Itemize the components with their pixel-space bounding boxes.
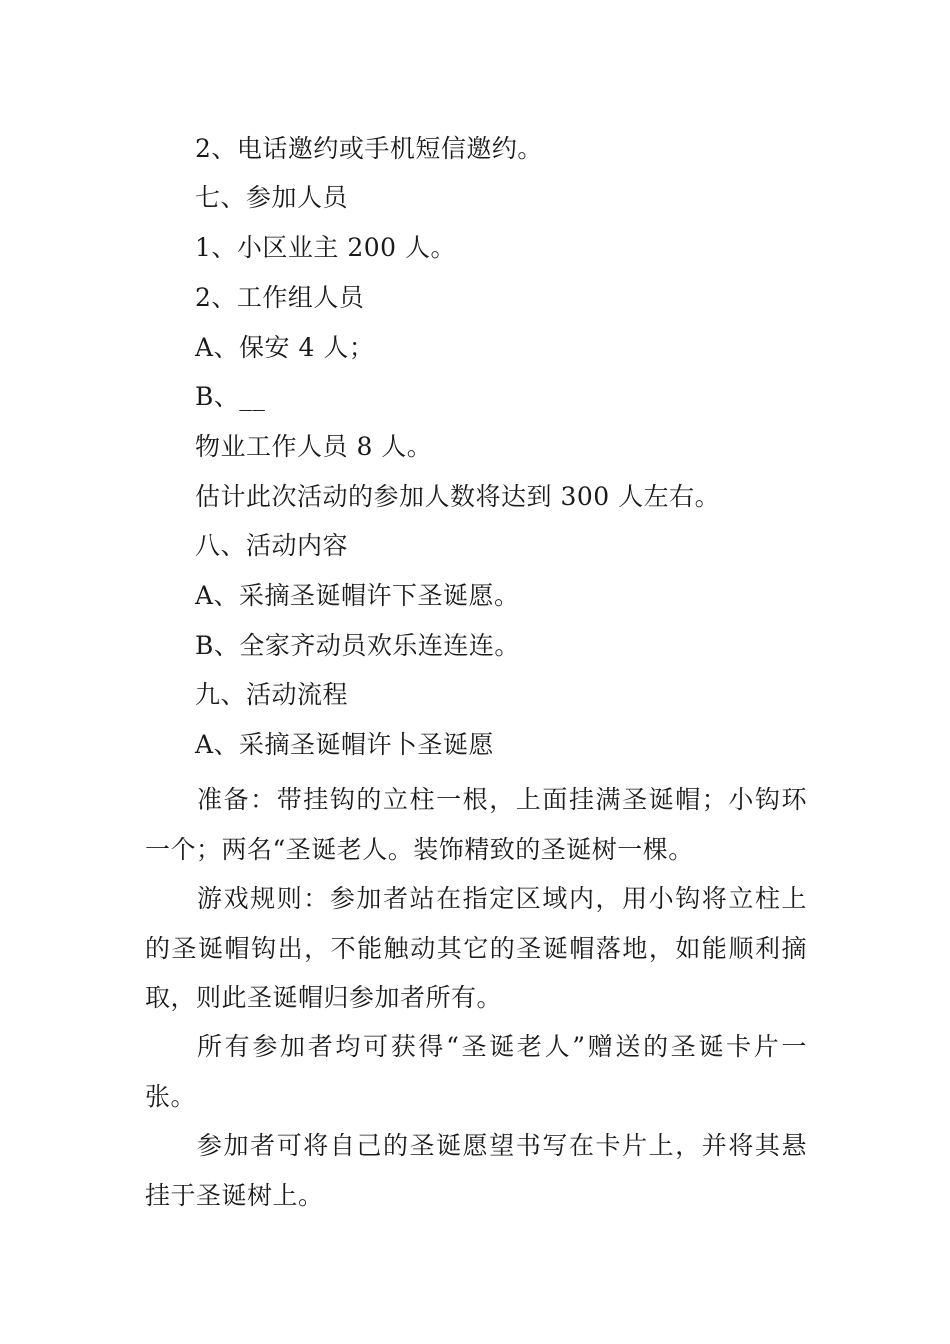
content-item-a: A、采摘圣诞帽许下圣诞愿。 bbox=[195, 581, 520, 610]
preparation-paragraph: 准备：带挂钩的立柱一根，上面挂满圣诞帽；小钩环一个；两名“圣诞老人。装饰精致的圣诞树一棵。 bbox=[145, 785, 807, 864]
content-item-b: B、全家齐动员欢乐连连连。 bbox=[195, 631, 520, 660]
section-heading-participants: 七、参加人员 bbox=[195, 183, 349, 212]
section-heading-content: 八、活动内容 bbox=[195, 531, 349, 560]
section-heading-process: 九、活动流程 bbox=[195, 680, 349, 709]
security-count-line: A、保安 4 人； bbox=[195, 333, 375, 362]
staff-heading-line: 2、工作组人员 bbox=[195, 283, 365, 312]
process-item-a: A、采摘圣诞帽许卜圣诞愿 bbox=[195, 730, 495, 759]
property-staff-line: 物业工作人员 8 人。 bbox=[195, 432, 433, 461]
item-b-blank-line: B、__ bbox=[195, 382, 266, 411]
wish-card-paragraph: 参加者可将自己的圣诞愿望书写在卡片上，并将其悬挂于圣诞树上。 bbox=[145, 1131, 807, 1210]
game-rules-paragraph: 游戏规则：参加者站在指定区域内，用小钩将立柱上的圣诞帽钩出，不能触动其它的圣诞帽落地，如能顺利摘取，则此圣诞帽归参加者所有。 bbox=[145, 884, 807, 1012]
estimated-attendance-line: 估计此次活动的参加人数将达到 300 人左右。 bbox=[195, 482, 721, 511]
invitation-method-line: 2、电话邀约或手机短信邀约。 bbox=[195, 134, 543, 163]
owners-count-line: 1、小区业主 200 人。 bbox=[195, 233, 457, 262]
card-gift-paragraph: 所有参加者均可获得“圣诞老人”赠送的圣诞卡片一张。 bbox=[145, 1032, 807, 1111]
